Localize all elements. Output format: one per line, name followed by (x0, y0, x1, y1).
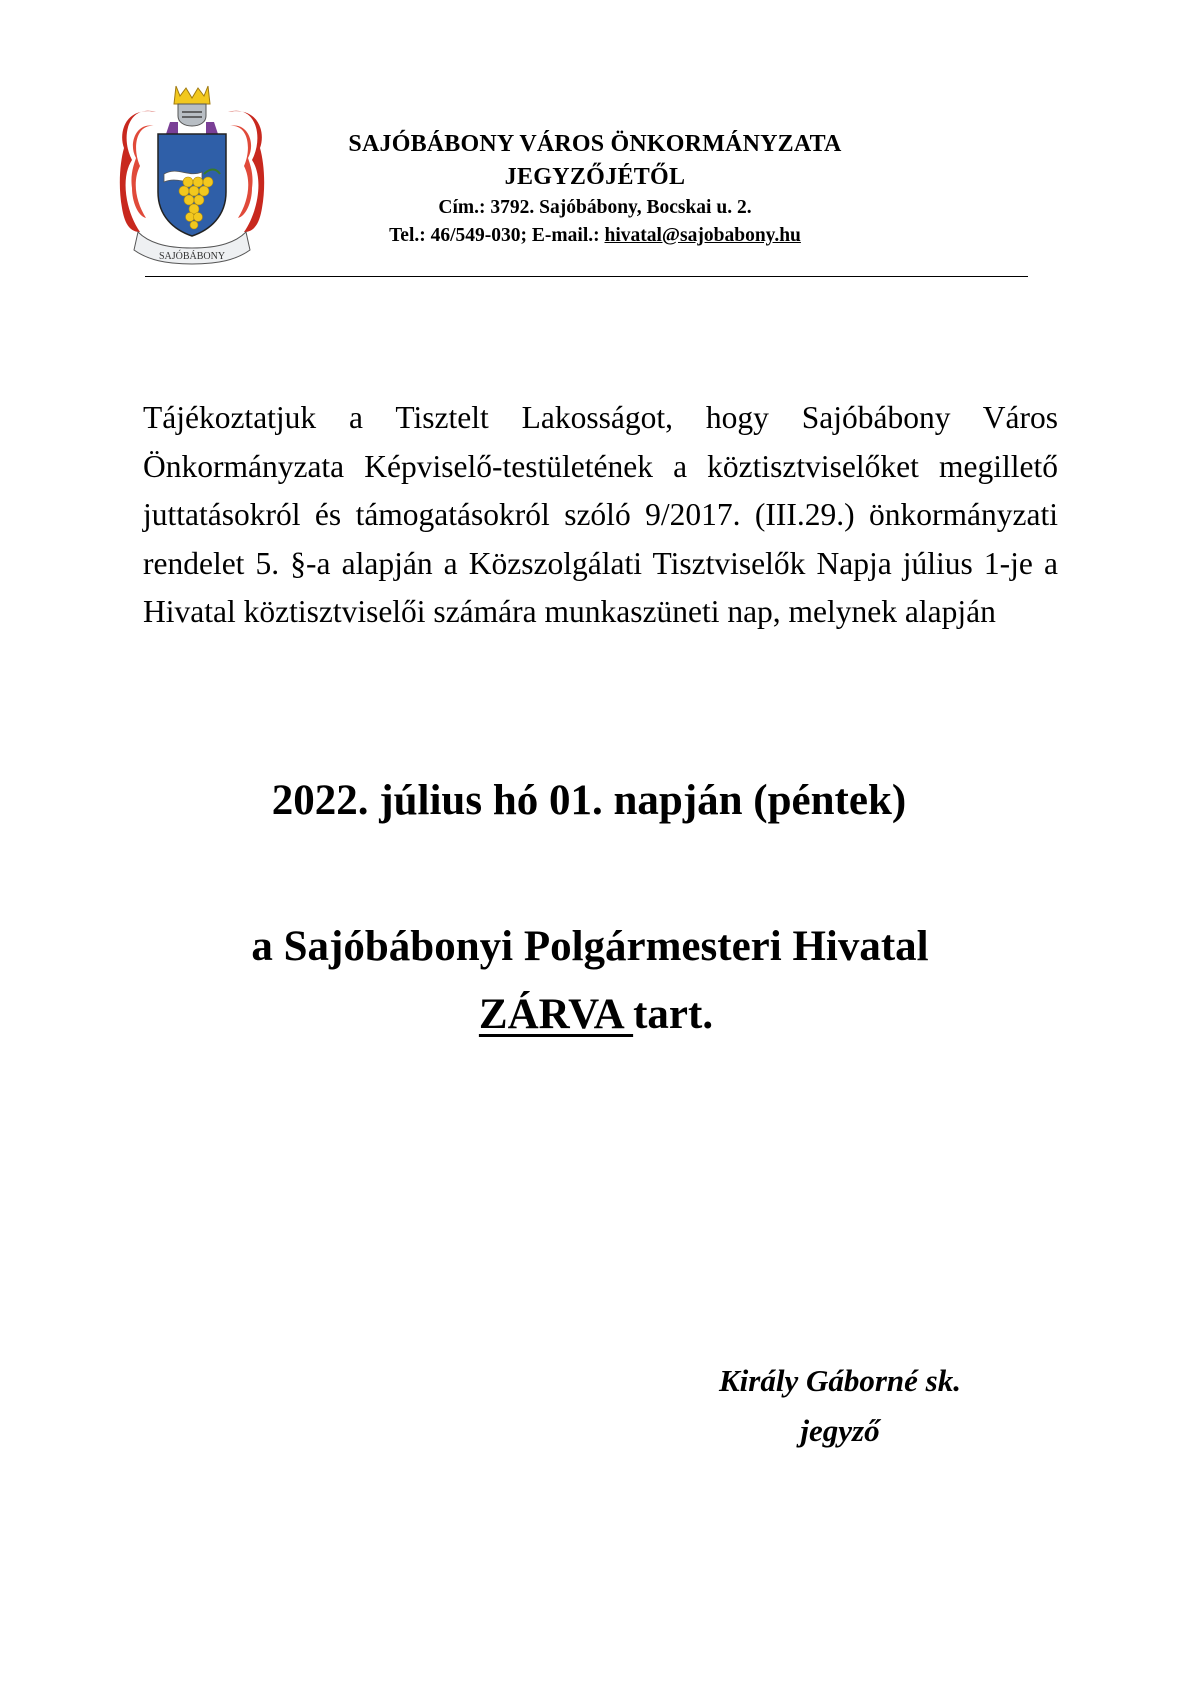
issuer-title: SAJÓBÁBONY VÁROS ÖNKORMÁNYZATA (348, 131, 842, 157)
email-link[interactable]: hivatal@sajobabony.hu (604, 225, 801, 246)
closed-word: ZÁRVA (478, 991, 634, 1038)
notice-body: Tájékoztatjuk a Tisztelt Lakosságot, hogy Sajóbábony Város Önkormányzata Képviselő-testületének a köztisztviselőket megillető juttatásokról és támogatásokról szóló 9/2017. (III.29.) önkormányzati rendelet 5. §-a alapján a Közszolgálati Tisztviselők Napja július 1-je a Hivatal köztisztviselői számára munkaszüneti nap, melynek alapján (143, 400, 1058, 629)
signatory-name: Király Gáborné sk. (719, 1363, 961, 1398)
closed-rest: tart. (633, 991, 714, 1038)
issuer-address: Cím.: 3792. Sajóbábony, Bocskai u. 2. (438, 197, 752, 218)
closed-statement (1, 993, 1190, 1036)
signatory-title: jegyző (800, 1413, 880, 1448)
issuer-contact (290, 226, 900, 246)
closure-date: 2022. július hó 01. napján (péntek) (271, 777, 907, 824)
header-divider (145, 276, 1028, 277)
coat-of-arms-logo (118, 82, 266, 267)
contact-phone: Tel.: 46/549-030; E-mail.: (389, 225, 605, 246)
office-name: a Sajóbábonyi Polgármesteri Hivatal (251, 923, 929, 970)
issuer-subtitle: JEGYZŐJÉTŐL (504, 164, 686, 190)
crest-ribbon-text: SAJÓBÁBONY (158, 251, 226, 262)
